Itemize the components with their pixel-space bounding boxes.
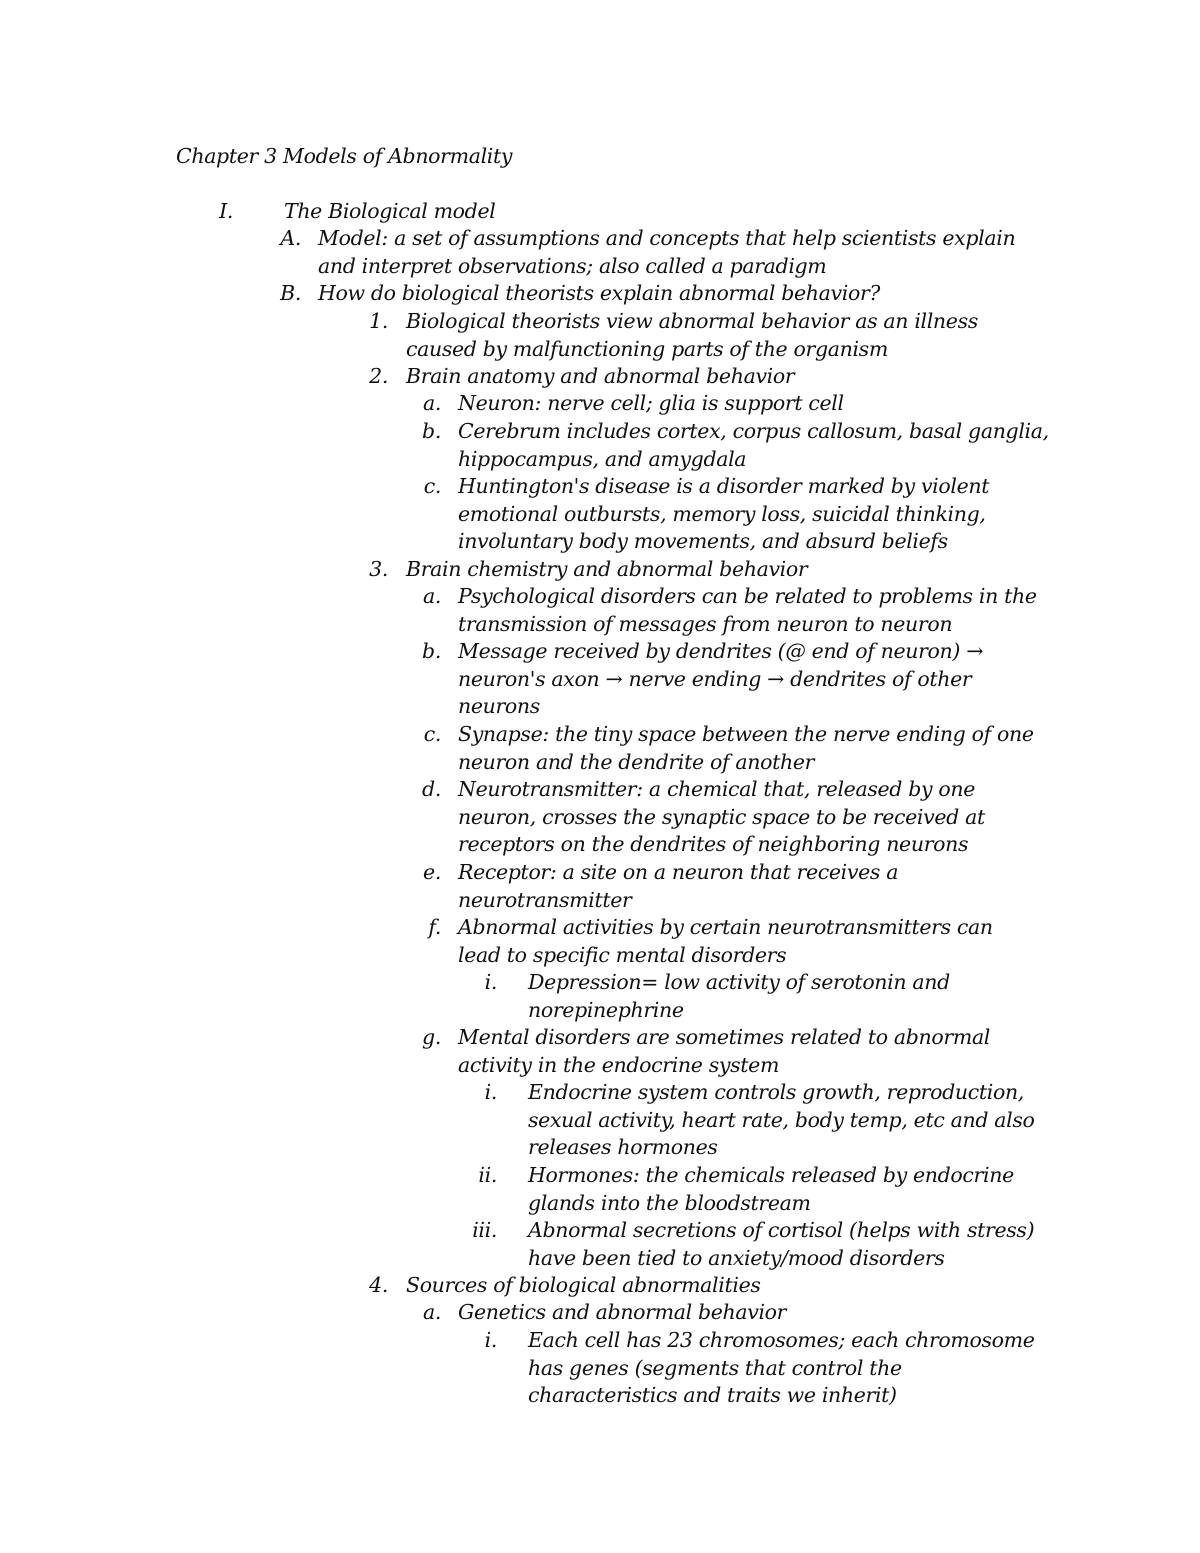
outline-marker-b4ai: i. [484, 1328, 497, 1352]
outline-marker-b2c: c. [423, 474, 441, 498]
outline-text-b3d-line-2: neuron, crosses the synaptic space to be received at [458, 804, 985, 829]
outline-text-b3fi-line-1: Depression= low activity of serotonin and [528, 970, 950, 994]
outline-text-b3a-line-2: transmission of messages from neuron to neuron [458, 611, 953, 636]
outline-marker-b3d: d. [422, 777, 441, 801]
outline-text-b1-line-1: Biological theorists view abnormal behavior as an illness [406, 309, 978, 333]
outline-marker-b3b: b. [422, 639, 441, 663]
outline-text-b3fi-line-2: norepinephrine [528, 997, 684, 1022]
outline-marker-b3gii: ii. [478, 1163, 497, 1187]
outline-text-b2b-line-1: Cerebrum includes cortex, corpus callosum, basal ganglia, [458, 419, 1049, 443]
outline-marker-b3a: a. [422, 584, 441, 608]
outline-text-b3b-line-1: Message received by dendrites (@ end of neuron) → [458, 639, 984, 663]
outline-text-b-line-1: How do biological theorists explain abnormal behavior? [318, 281, 881, 305]
outline-marker-a: A. [280, 226, 301, 250]
outline-text-b2c-line-2: emotional outbursts, memory loss, suicidal thinking, [458, 501, 986, 526]
outline-text-b3e-line-1: Receptor: a site on a neuron that receives a [458, 860, 899, 884]
outline-marker-b3g: g. [422, 1025, 441, 1049]
outline-marker-b3e: e. [423, 860, 441, 884]
outline-text-b3gii-line-1: Hormones: the chemicals released by endocrine [528, 1163, 1014, 1187]
outline-text-b3g-line-1: Mental disorders are sometimes related to abnormal [458, 1025, 991, 1049]
outline-text-b3d-line-1: Neurotransmitter: a chemical that, released by one [458, 777, 976, 801]
outline-text-b3gi-line-1: Endocrine system controls growth, reproduction, [528, 1080, 1024, 1104]
outline-text-b3g-line-2: activity in the endocrine system [458, 1052, 780, 1077]
outline-text-b2-line-1: Brain anatomy and abnormal behavior [406, 364, 795, 388]
outline-text-b3c-line-2: neuron and the dendrite of another [458, 749, 815, 774]
outline-marker-b3fi: i. [484, 970, 497, 994]
outline-text-b2c-line-3: involuntary body movements, and absurd beliefs [458, 529, 948, 554]
outline-text-b3giii-line-2: have been tied to anxiety/mood disorders [528, 1245, 945, 1270]
outline-marker-b3c: c. [423, 722, 441, 746]
outline-text-b3e-line-2: neurotransmitter [458, 887, 632, 912]
outline-marker-b2b: b. [422, 419, 441, 443]
outline-marker-b4a: a. [422, 1300, 441, 1324]
page-title: Chapter 3 Models of Abnormality [176, 144, 513, 168]
outline-marker-b3f: f. [428, 915, 441, 939]
outline-text-b1-line-2: caused by malfunctioning parts of the organism [406, 336, 888, 361]
outline-text-b3-line-1: Brain chemistry and abnormal behavior [406, 557, 808, 581]
outline-marker-b3gi: i. [484, 1080, 497, 1104]
outline-text-b3c-line-1: Synapse: the tiny space between the nerve ending of one [458, 722, 1034, 746]
outline-marker-b: B. [280, 281, 301, 305]
outline-text-b3gii-line-2: glands into the bloodstream [528, 1190, 811, 1215]
outline-text-b4ai-line-2: has genes (segments that control the [528, 1355, 902, 1380]
outline-marker-b2: 2. [369, 364, 388, 388]
outline-text-b2a-line-1: Neuron: nerve cell; glia is support cell [458, 391, 844, 415]
outline-text-b2b-line-2: hippocampus, and amygdala [458, 446, 747, 471]
outline-text-b3f-line-2: lead to specific mental disorders [458, 942, 787, 967]
outline-text-b3d-line-3: receptors on the dendrites of neighboring neurons [458, 832, 969, 857]
outline-text-a-line-1: Model: a set of assumptions and concepts that help scientists explain [318, 226, 1016, 250]
outline-text-b3b-line-2: neuron's axon → nerve ending → dendrites of other [458, 666, 972, 691]
outline-marker-b1: 1. [369, 309, 388, 333]
outline-text-b4a-line-1: Genetics and abnormal behavior [458, 1300, 787, 1324]
outline-text-a-line-2: and interpret observations; also called a paradigm [318, 253, 827, 278]
outline-marker-i: I. [219, 199, 233, 223]
outline-text-b4ai-line-1: Each cell has 23 chromosomes; each chromosome [528, 1328, 1035, 1352]
outline-text-b3f-line-1: Abnormal activities by certain neurotransmitters can [458, 915, 993, 939]
outline-text-b3gi-line-3: releases hormones [528, 1135, 718, 1160]
outline-text-i-line-1: The Biological model [284, 199, 496, 223]
outline-text-b4-line-1: Sources of biological abnormalities [406, 1273, 761, 1297]
outline-marker-b2a: a. [422, 391, 441, 415]
outline-marker-b4: 4. [369, 1273, 388, 1297]
outline-text-b3gi-line-2: sexual activity, heart rate, body temp, etc and also [528, 1107, 1035, 1132]
outline-text-b2c-line-1: Huntington's disease is a disorder marked by violent [458, 474, 990, 498]
outline-marker-b3giii: iii. [472, 1218, 497, 1242]
outline-text-b3giii-line-1: Abnormal secretions of cortisol (helps with stress) [528, 1218, 1035, 1242]
outline-marker-b3: 3. [369, 557, 388, 581]
outline-text-b3a-line-1: Psychological disorders can be related to problems in the [458, 584, 1037, 608]
outline-text-b4ai-line-3: characteristics and traits we inherit) [528, 1383, 897, 1408]
outline-text-b3b-line-3: neurons [458, 694, 540, 719]
